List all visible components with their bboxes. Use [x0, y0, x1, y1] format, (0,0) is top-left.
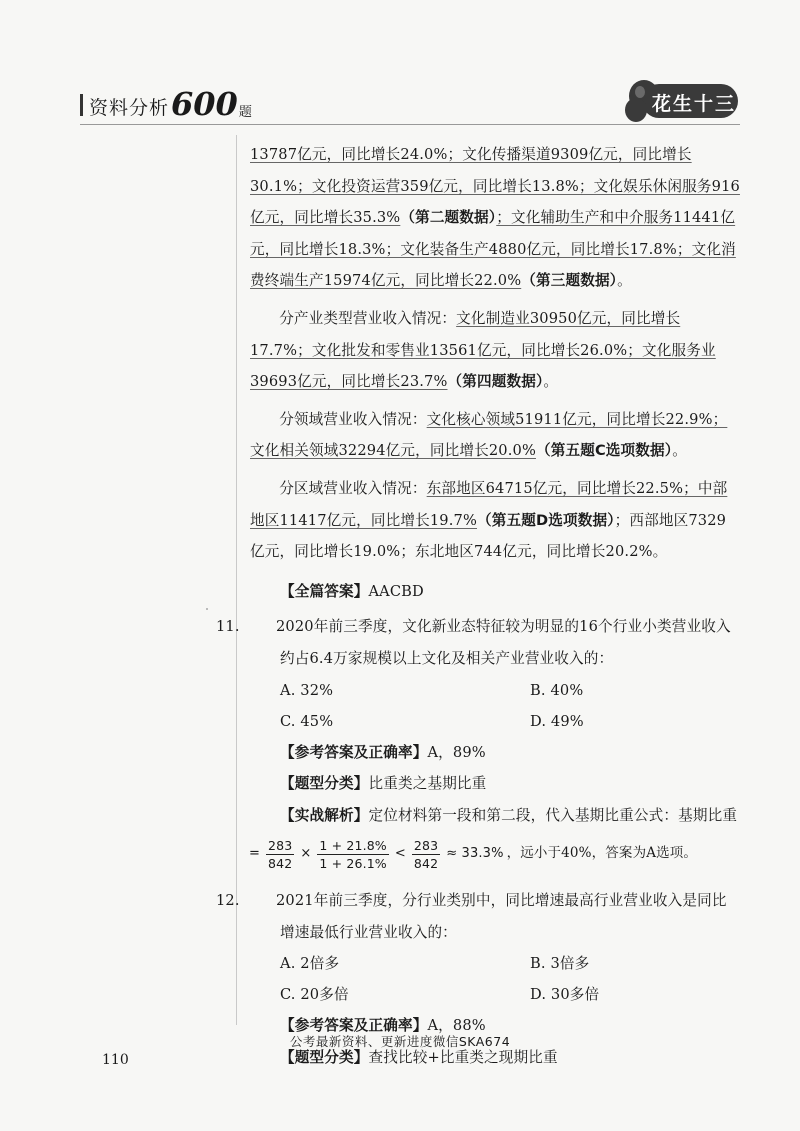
question-11-text: 2020年前三季度，文化新业态特征较为明显的16个行业小类营业收入约占6.4万家规模以上文化及相关产业营业收入的： [276, 618, 731, 667]
page-number: 110 [102, 1052, 129, 1068]
question-11-analysis [250, 800, 740, 832]
full-answers [250, 576, 740, 608]
reference-label: 【参考答案及正确率】 [280, 1017, 428, 1035]
option-d[interactable]: D. 49% [530, 712, 584, 730]
para4-underlined: 东部地区64715亿元，同比增长22.5%；中部地区11417亿元，同比增长19.7% [250, 479, 728, 529]
type-value: 比重类之基期比重 [368, 775, 487, 793]
fraction-2-numerator: 1 + 21.8% [319, 837, 387, 853]
book-title-number: 600 [171, 85, 238, 123]
formula-times: × [300, 846, 312, 862]
book-title-text: 资料分析 [89, 97, 170, 119]
book-title [80, 85, 252, 123]
analysis-text: 定位材料第一段和第二段，代入基期比重公式：基期比重 [368, 806, 738, 824]
question-11-options [250, 675, 740, 737]
option-a[interactable]: A. 2倍多 [280, 955, 340, 973]
para3-end: 。 [672, 442, 687, 460]
material-para-3 [250, 404, 740, 467]
logo-text: 花生十三 [652, 93, 737, 115]
para2-end: 。 [543, 373, 559, 391]
option-b[interactable]: B. 40% [530, 681, 584, 699]
fraction-1-numerator: 283 [268, 837, 293, 853]
analysis-formula [246, 831, 740, 877]
option-a[interactable]: A. 32% [280, 681, 334, 699]
formula-approx: ≈ 33.3% [446, 846, 504, 862]
question-11-number: 11. [216, 618, 240, 636]
full-answers-label: 【全篇答案】 [280, 582, 369, 600]
option-c[interactable]: C. 20多倍 [280, 986, 349, 1004]
fraction-1-denominator: 842 [268, 855, 293, 871]
formula-equals: = [249, 846, 261, 862]
material-tag-q5c: （第五题C选项数据） [535, 442, 673, 460]
question-12-text: 2021年前三季度，分行业类别中，同比增速最高行业营业收入是同比增速最低行业营业收入的： [276, 892, 727, 941]
question-11-stem [216, 611, 740, 674]
material-tag-q5d: （第五题D选项数据） [476, 511, 615, 529]
fraction-2-denominator: 1 + 26.1% [319, 855, 387, 871]
question-11 [216, 611, 740, 877]
type-value: 查找比较+比重类之现期比重 [368, 1049, 558, 1067]
type-label: 【题型分类】 [280, 775, 369, 793]
header-rule [80, 124, 740, 125]
material-underlined-1: 13787亿元，同比增长24.0%；文化传播渠道9309亿元，同比增长30.1%；文化投资运营359亿元，同比增长13.8%；文化娱乐休闲服务916亿元，同比增长35.3% [250, 146, 740, 227]
option-d[interactable]: D. 30多倍 [530, 986, 600, 1004]
question-12-stem [216, 885, 740, 948]
reference-value: A，88% [427, 1017, 486, 1035]
analysis-label: 【实战解析】 [280, 806, 369, 824]
para3-lead: 分领域营业收入情况： [279, 410, 427, 428]
fraction-3-denominator: 842 [413, 855, 439, 871]
material-para-4 [250, 473, 740, 568]
question-11-type [250, 768, 740, 800]
type-label: 【题型分类】 [280, 1049, 369, 1067]
option-c[interactable]: C. 45% [280, 712, 334, 730]
para4-rest: ；西部地区7329亿元，同比增长19.0%；东北地区744亿元，同比增长20.2%。 [250, 511, 727, 561]
reference-value: A，89% [427, 743, 486, 761]
option-b[interactable]: B. 3倍多 [530, 955, 590, 973]
material-tag-q3: （第三题数据） [521, 272, 618, 290]
formula-fraction-3 [412, 838, 440, 871]
question-12-options [250, 948, 740, 1010]
para2-underlined: 文化制造业30950亿元，同比增长17.7%；文化批发和零售业13561亿元，同比增长26.0%；文化服务业39693亿元，同比增长23.7% [250, 309, 716, 391]
book-title-suffix: 题 [238, 105, 252, 120]
formula-tail: ，远小于40%，答案为A选项。 [506, 845, 698, 862]
para4-lead: 分区域营业收入情况： [279, 479, 427, 497]
reference-label: 【参考答案及正确率】 [280, 743, 428, 761]
fraction-3-numerator: 283 [413, 837, 439, 853]
footer-note: 公考最新资料、更新进度微信SKA674 [289, 1034, 511, 1049]
page-content [216, 139, 740, 1074]
material-underlined-2: ；文化辅助生产和中介服务11441亿元，同比增长18.3%；文化装备生产4880亿元，同比增长17.8%；文化消费终端生产15974亿元，同比增长22.0% [250, 209, 736, 290]
material-end-1: 。 [617, 272, 632, 290]
full-answers-value: AACBD [368, 582, 424, 600]
material-tag-q2: （第二题数据） [400, 209, 497, 227]
formula-less-than: < [394, 846, 406, 862]
question-11-reference [250, 737, 740, 769]
scan-dot [206, 608, 208, 610]
formula-fraction-2 [317, 838, 388, 871]
question-12-number: 12. [216, 892, 240, 910]
title-bar-decoration [80, 94, 83, 116]
material-para-2 [250, 303, 740, 398]
brand-logo [622, 78, 740, 124]
para3-underlined: 文化核心领域51911亿元，同比增长22.9%；文化相关领域32294亿元，同比增长20.0% [250, 410, 728, 460]
formula-fraction-1 [266, 838, 294, 871]
para2-lead: 分产业类型营业收入情况： [279, 309, 457, 327]
material-para-1 [250, 139, 740, 297]
material-tag-q4: （第四题数据） [447, 373, 544, 391]
